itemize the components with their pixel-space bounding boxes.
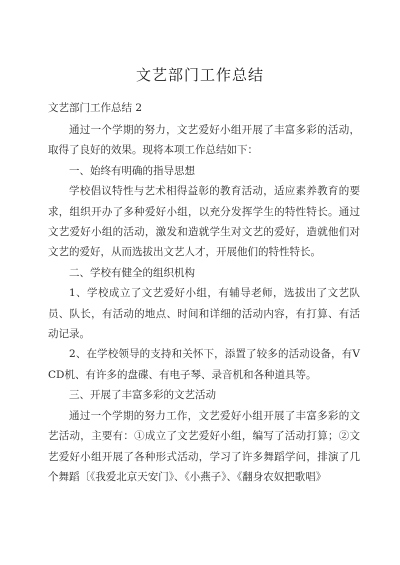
paragraph-item-1: 1、学校成立了文艺爱好小组，有辅导老师，选拔出了文艺队员、队长，有活动的地点、时间和详细的活动内容，有打算、有活动记录。 (48, 287, 360, 341)
section-heading-1: 一、始终有明确的指导思想 (69, 164, 195, 177)
document-title: 文艺部门工作总结 (135, 66, 264, 84)
document-subtitle: 文艺部门工作总结 2 (48, 102, 143, 114)
section-heading-3: 三、开展了丰富多彩的文艺活动 (69, 389, 216, 402)
paragraph-section-3: 通过一个学期的努力工作，文艺爱好小组开展了丰富多彩的文艺活动，主要有：①成立了文艺爱好小组，编写了活动打算；②文艺爱好小组开展了各种形式活动，学习了许多舞蹈学问，排演了几个舞蹈〔《我爱北京天安门》、《小燕子》、《翻身农奴把歌唱》 (48, 409, 360, 483)
paragraph-section-1: 学校倡议特性与艺术相得益彰的教育活动，适应素养教育的要求，组织开办了多种爱好小组，以充分发挥学生的特性特长。通过文艺爱好小组的活动，激发和造就学生对文艺的爱好，造就他们对文艺的爱好，从而选拔出文艺人才，开展他们的特性特长。 (48, 185, 360, 259)
paragraph-item-2: 2、在学校领导的支持和关怀下，添置了较多的活动设备，有VCD机、有许多的盘碟、有电子琴、录音机和各种道具等。 (48, 348, 360, 381)
document-subtitle-block (48, 98, 360, 118)
paragraph-intro: 通过一个学期的努力，文艺爱好小组开展了丰富多彩的活动，取得了良好的效果。现将本项工作总结如下： (48, 124, 360, 157)
section-heading-2: 二、学校有健全的组织机构 (69, 266, 195, 279)
document-body (48, 120, 360, 487)
